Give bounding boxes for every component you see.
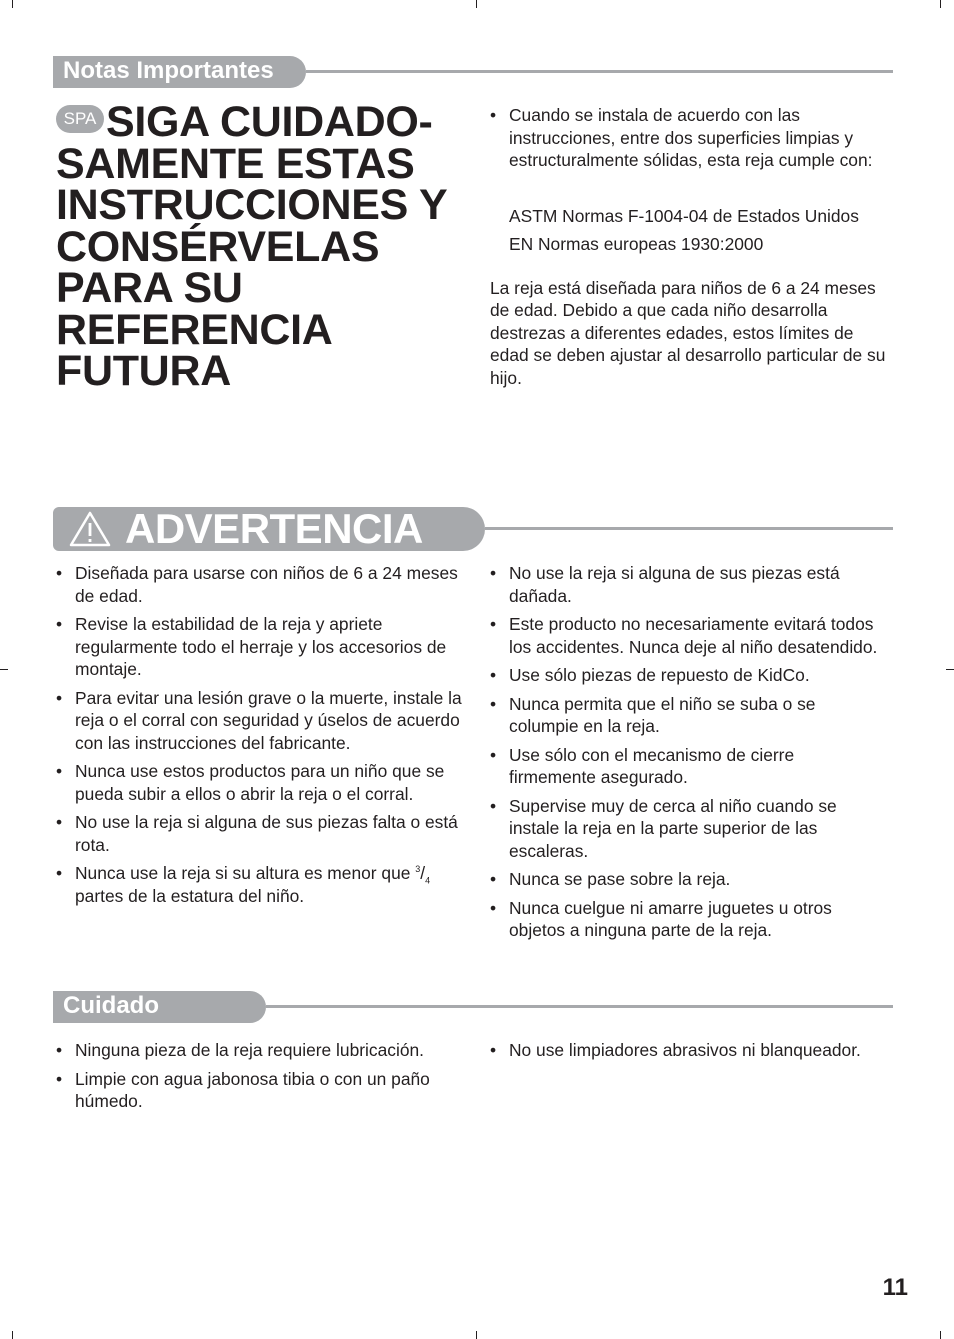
list-item: • Nunca cuelgue ni amarre juguetes u otros objetos a ninguna parte de la reja. <box>490 897 880 942</box>
list-item: • Use sólo piezas de repuesto de KidCo. <box>490 664 880 687</box>
crop-mark <box>940 1331 941 1339</box>
crop-mark <box>940 0 941 8</box>
page-number: 11 <box>882 1274 908 1301</box>
section-header-cuidado <box>53 991 893 1023</box>
list-item: • Nunca permita que el niño se suba o se columpie en la reja. <box>490 693 880 738</box>
list-item: • Supervise muy de cerca al niño cuando se instale la reja en la parte superior de las escaleras. <box>490 795 880 863</box>
list-item: • Para evitar una lesión grave o la muerte, instale la reja o el corral con seguridad y úselos de acuerdo con las instrucciones del fabricante. <box>56 687 466 755</box>
list-item: • Diseñada para usarse con niños de 6 a 24 meses de edad. <box>56 562 466 607</box>
list-item: • Use sólo con el mecanismo de cierre firmemente asegurado. <box>490 744 880 789</box>
warnings-right-column <box>490 562 880 948</box>
section-header-advertencia <box>53 507 893 551</box>
warnings-left-column <box>56 562 466 913</box>
section-rule <box>306 70 893 73</box>
list-item: • Ninguna pieza de la reja requiere lubricación. <box>56 1039 466 1062</box>
section-title: ADVERTENCIA <box>53 507 485 551</box>
section-rule <box>266 1005 893 1008</box>
list-item: • Este producto no necesariamente evitará todos los accidentes. Nunca deje al niño desatendido. <box>490 613 880 658</box>
title-text: SIGA CUIDADO-SAMENTE ESTAS INSTRUCCIONES Y CONSÉRVELAS PARA SU REFERENCIA FUTURA <box>56 98 447 395</box>
crop-mark <box>946 669 954 670</box>
intro-paragraph: La reja está diseñada para niños de 6 a 24 meses de edad. Debido a que cada niño desarrolla destrezas a diferentes edades, estos límites de edad se deben ajustar al desarrollo particular de su hijo. <box>490 277 886 388</box>
standard-item: EN Normas europeas 1930:2000 <box>509 234 764 254</box>
care-left-column <box>56 1039 466 1119</box>
section-header-notas <box>53 56 893 88</box>
care-right-column <box>490 1039 896 1068</box>
section-rule <box>485 527 893 530</box>
warning-triangle-icon <box>69 511 111 547</box>
page-title <box>56 98 466 395</box>
intro-column <box>490 104 896 389</box>
list-item: • Cuando se instala de acuerdo con las instrucciones, entre dos superficies limpias y estructuralmente sólidas, esta reja cumple con: <box>490 104 896 172</box>
list-item: • Nunca se pase sobre la reja. <box>490 868 880 891</box>
standards-list <box>490 205 896 256</box>
list-item: • Nunca use la reja si su altura es menor que $^3/_4$ partes de la estatura del niño. <box>56 862 466 907</box>
list-item: • No use limpiadores abrasivos ni blanqueador. <box>490 1039 896 1062</box>
list-item: • No use la reja si alguna de sus piezas falta o está rota. <box>56 811 466 856</box>
standard-item: ASTM Normas F-1004-04 de Estados Unidos <box>509 205 859 226</box>
language-badge: SPA <box>56 105 104 133</box>
section-title: Notas Importantes <box>53 56 306 88</box>
list-item: • Revise la estabilidad de la reja y apriete regularmente todo el herraje y los accesorios de montaje. <box>56 613 466 681</box>
crop-mark <box>12 0 13 8</box>
crop-mark <box>12 1331 13 1339</box>
section-title: Cuidado <box>53 991 266 1023</box>
crop-mark <box>476 0 477 8</box>
list-item: • Nunca use estos productos para un niño que se pueda subir a ellos o abrir la reja o el corral. <box>56 760 466 805</box>
list-item: • Limpie con agua jabonosa tibia o con un paño húmedo. <box>56 1068 466 1113</box>
crop-mark <box>0 669 8 670</box>
list-item: • No use la reja si alguna de sus piezas está dañada. <box>490 562 880 607</box>
crop-mark <box>476 1331 477 1339</box>
